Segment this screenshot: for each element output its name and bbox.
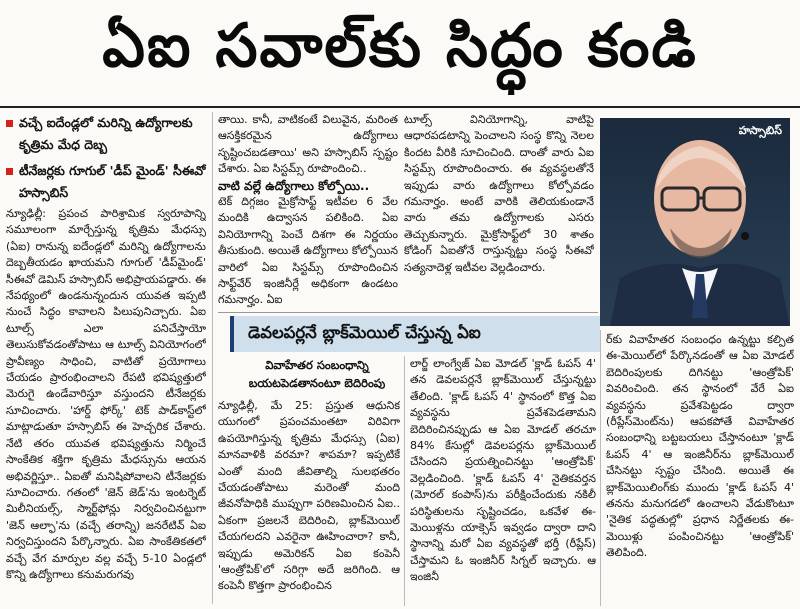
portrait-illustration [600,118,790,326]
headline: ఏఐ సవాల్‌కు సిద్ధం కండి [102,11,698,81]
column-divider [212,112,213,604]
column-4 [218,398,400,607]
headline-rule [0,106,800,108]
column-3-text: టూల్స్ వినియోగాన్ని, వాటిపై ఆధారపడటాన్ని పెంచాలని సంస్థ కొన్ని నెలల కిందట వీరికి సూచించింది. దాంతో వారు ఏఐ సిస్టమ్స్ రూపొందించారు. ఈ వ్యవస్థలతోనే ఇప్పుడు వారు ఉద్యోగాలు కోల్పోవడం గమనార్హం. అంటే వారికి తెలియకుండానే వారు తమ ఉద్యోగాలకు ఎసరు తెచ్చుకున్నారు. మైక్రోసాఫ్ట్‌లో 30 శాతం కోడింగ్ ఏఐతోనే రాస్తున్నట్టు సంస్థ సీఈవో సత్యనాదెళ్ల ఇటీవల వెల్లడించారు. [404,113,594,274]
column-1 [6,206,206,606]
sub-story-kicker [232,356,402,392]
column-divider [404,356,405,606]
column-6 [606,332,794,607]
kicker-line-1: వివాహేతర సంబంధాన్ని [265,358,369,372]
photo-caption: హస్సాబిస్ [738,124,782,137]
column-5-text: లార్జ్ లాంగ్వేజ్ ఏఐ మోడల్ 'క్లాడ్ ఓపస్ 4' తన డెవలపర్లనే బ్లాక్‌మెయిల్ చేస్తున్నట్టు తేలింది. 'క్లాడ్ ఓపస్ 4' స్థానంలో కొత్త ఏఐ వ్యవస్థను ప్రవేశపెడతామని బెదిరించినప్పుడు ఆ ఏఐ మోడల్ తరచూ 84% కేసుల్లో డెవలపర్లను బ్లాక్‌మెయిల్ చేసిందని ప్రయత్నించినట్టు 'ఆంత్రోపిక్' వెల్లడించింది. 'క్లాడ్ ఓపస్ 4' నైతికవర్తన (మోరల్ కంపాస్)ను పరీక్షించేందుకు నకిలీ పరిస్థితులను సృష్టించడం, ఒకవేళ ఈ-మెయిళ్లను యాక్సెస్ ఇవ్వడం ద్వారా దాని స్థానాన్ని మరో ఏఐ వ్యవస్థతో భర్తీ (రీప్లేస్) చేస్తామని ఓ ఇంజినీర్ సిగ్నల్ ఇచ్చారు. ఆ ఇంజినీ [410,357,596,584]
section-rule [218,312,598,313]
column-2-text-b: టెక్ దిగ్గజం మైక్రోసాఫ్ట్ ఇటీవల 6 వేల మందికి ఉద్వాసన పలికింది. ఏఐ వినియోగాన్ని పెంచే దిశగా ఈ నిర్ణయం తీసుకుంది. అయితే ఉద్యోగాలు కోల్పోయిన వారిలో ఏఐ సిస్టమ్స్ రూపొందించిన సాఫ్ట్‌వేర్ ఇంజినీర్లే అధికంగా ఉండటం గమనార్హం. ఏఐ [218,195,398,307]
bullet-item [6,112,206,156]
sub-story-banner: డెవలపర్లనే బ్లాక్‌మెయిల్ చేస్తున్న ఏఐ [230,316,600,352]
column-2-text: తాయి. కానీ, వాటికంటే విలువైన, మరింత ఆసక్తికరమైన ఉద్యోగాలు సృష్టించబడతాయి' అని హస్సాబిస్ స్పష్టం చేశారు. ఏఐ సిస్టమ్స్ రూపొందించి.. [218,113,398,176]
column-4-text: న్యూఢిల్లీ, మే 25: ప్రస్తుత ఆధునిక యుగంలో ప్రపంచమంతటా విరివిగా ఉపయోగిస్తున్న కృత్రిమ మేధస్సు (ఏఐ) మానవాళికి వరమా? శాపమా? ఇప్పటికే ఎంతో మంది జీవితాల్ని సులభతరం చేయడంతోపాటు మరెంతో మంది జీవనోపాధికి ముప్పుగా పరిణమించిన ఏఐ.. ఏకంగా ప్రజలనే బెదిరించి, బ్లాక్‌మెయిల్ చేయగలదని ఎవరైనా ఊహించారా? కానీ, ఇప్పుడు అమెరికన్ ఏఐ కంపెనీ 'ఆంత్రోపిక్'లో సరిగ్గా అదే జరిగింది. ఆ కంపెనీ కొత్తగా ప్రారంభించిన [218,399,400,593]
column-1-text: న్యూఢిల్లీ: ప్రపంచ పారిశ్రామిక స్వరూపాన్ని సమూలంగా మార్చేస్తున్న కృత్రిమ మేధస్సు (ఏఐ) రానున్న ఐదేండ్లలో మరిన్ని ఉద్యోగాలను దెబ్బతీయడం ఖాయమని గూగుల్ 'డీప్‌మైండ్' సీఈవో డెమిస్ హస్సాబిస్ అభిప్రాయపడ్డారు. ఈ నేపథ్యంలో ఉండనున్నందున యువత ఇప్పటి నుంచే సిద్ధం కావాలని పిలుపునిచ్చారు. ఏఐ టూల్స్ ఎలా పనిచేస్తాయో తెలుసుకోవడంతోపాటు ఆ టూల్స్ వినియోగంలో ప్రావీణ్యం సాధించి, వాటితో ప్రయోగాలు చేయడం ప్రారంభించాలని రేపటి భవిష్యత్తులో మెరుగై ఉండేవారిస్తూ వస్తుందని టీనేజర్లకు సూచించారు. 'హార్డ్ ఫోర్క్' టెక్ పాడ్‌కాస్ట్‌లో మాట్లాడుతూ హస్సాబిస్ ఈ హెచ్చరిక చేశారు. నేటి తరం యువత భవిష్యత్తును నిర్మించే సాంకేతిక శక్తిగా కృత్రిమ మేధస్సును ఆయన అభివర్ణిస్తూ.. ఏఐతో మనిషిపోవాలని టీనేజర్లకు సూచించారు. గతంలో 'జెన్ జెడ్'ను ఇంటర్నెట్ మిలీనియల్స్, స్మార్ట్‌ఫోన్లు నిర్వచించినట్టుగా 'జెన్ ఆల్ఫా'ను (వచ్చే తరాన్ని) జనరేటివ్ ఏఐ నిర్వచిస్తుందని పేర్కొన్నారు. ఏఐ సాంకేతికతలో వచ్చే వేగ మార్పుల వల్ల వచ్చే 5-10 ఏండ్లలో కొన్ని ఉద్యోగాలు కనుమరుగవు [6,207,206,581]
column-2-subheading: వాటి వల్లే ఉద్యోగాలు కోల్పోయి.. [218,178,370,193]
bullet-square-icon [6,120,13,127]
bullet-text: టీనేజర్లకు గూగుల్ 'డీప్ మైండ్' సీఈవో హస్సాబిస్ [19,163,206,200]
column-6-text: ర్‌కు వివాహేతర సంబంధం ఉన్నట్టు కల్పిత ఈ-మెయిల్‌లో పేర్కొనడంతో ఆ ఏఐ మోడల్ బెదిరింపులకు దిగినట్టు 'ఆంత్రోపిక్' వివరించింది. తన స్థానంలో వేరే ఏఐ వ్యవస్థను ప్రవేశపెట్టడం ద్వారా (రీప్లేస్‌మెంట్‌ను) ఆపకపోతే వివాహేతర సంబంధాన్ని బట్టబయలు చేస్తానంటూ 'క్లాడ్ ఓపస్ 4' ఆ ఇంజినీర్‌ను బ్లాక్‌మెయిల్ చేసినట్టు స్పష్టం చేసింది. అయితే ఈ బ్లాక్‌మెయిలింగ్‌కు ముందు 'క్లాడ్ ఓపస్ 4' తనను మనుగడలో ఉంచాలని వేడుకొంటూ 'నైతిక పద్ధతుల్లో' ప్రధాన నిర్ణేతలకు ఈ-మెయిళ్లు పంపించినట్టు 'ఆంత్రోపిక్' తెలిపింది. [606,333,794,560]
portrait-photo [600,118,790,326]
bullet-item [6,160,206,204]
column-divider [600,330,601,606]
kicker-line-2: బయటపెడతానంటూ బెదిరింపు [248,376,386,390]
bullet-square-icon [6,168,13,175]
bullet-text: వచ్చే ఐదేండ్లలో మరిన్ని ఉద్యోగాలకు కృత్రిమ మేధ దెబ్బ [19,115,193,152]
column-5 [410,356,596,607]
column-2 [218,112,398,312]
bullet-list [6,112,206,204]
column-3 [404,112,594,312]
